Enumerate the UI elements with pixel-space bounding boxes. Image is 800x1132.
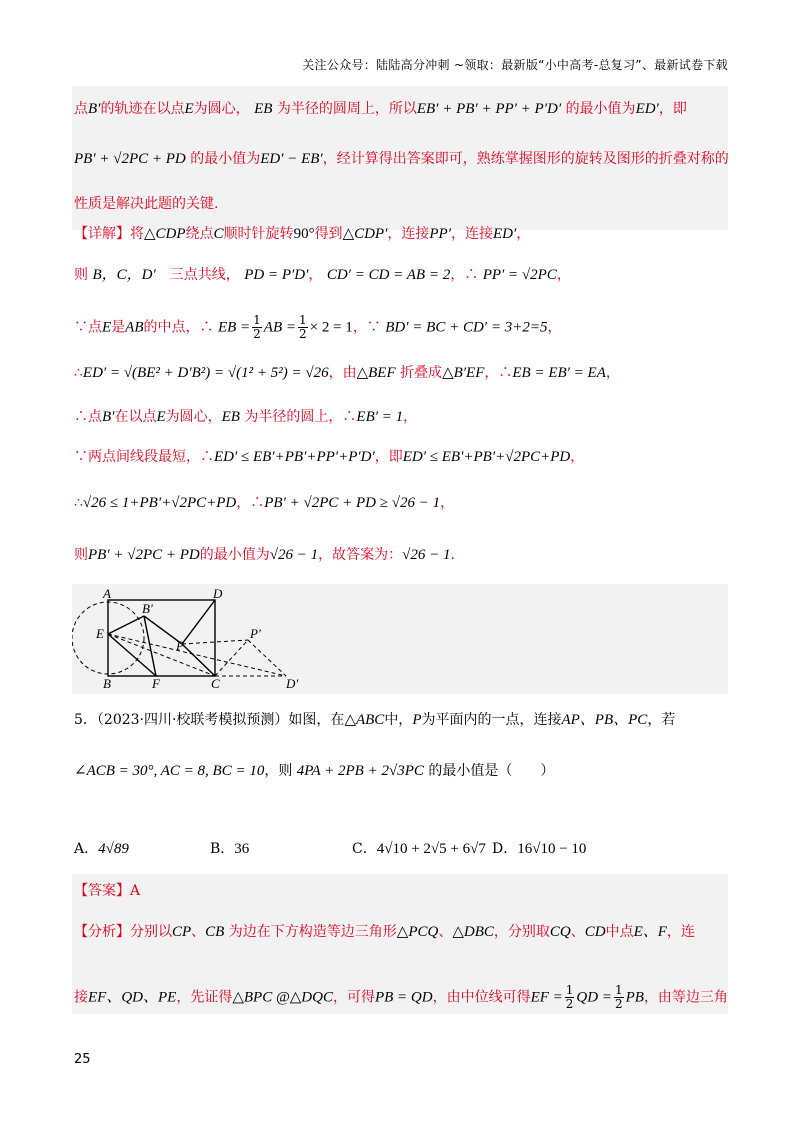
detail-line-2: 则 B，C，D′ 三点共线， PD = P′D′， CD′ = CD = AB = 2，∴ PP′ = √2PC， <box>74 267 571 283</box>
segment-cp-prime <box>215 640 248 676</box>
answer-line: 【答案】A <box>74 883 141 899</box>
detail-line-6: ∵两点间线段最短，∴ED′ ≤ EB′+PB′+PP′+P′D′，即ED′ ≤ EB′+PB′+√2PC+PD， <box>74 449 585 465</box>
analysis-line-3: 性质是解决此题的关键. <box>74 196 219 212</box>
label-f: F <box>152 676 160 691</box>
label-d-prime: D′ <box>286 676 299 691</box>
option-d[interactable]: D．16√10 − 10 <box>492 841 587 857</box>
detail-line-4: ∴ED′ = √(BE² + D′B²) = √(1² + 5²) = √26，由△BEF 折叠成△B′EF，∴EB = EB′ = EA， <box>74 365 620 381</box>
label-b: B <box>103 676 111 691</box>
page-number: 25 <box>74 1052 91 1067</box>
label-c: C <box>211 676 220 691</box>
option-a[interactable]: A．4√89 <box>74 841 129 857</box>
analysis-line-2: PB′ + √2PC + PD 的最小值为ED′ − EB′，经计算得出答案即可，熟练掌握图形的旋转及图形的折叠对称的 <box>74 151 729 167</box>
label-e: E <box>96 626 104 641</box>
analysis2-line-1: 【分析】分别以CP、CB 为边在下方构造等边三角形△PCQ、△DBC，分别取CQ、CD中点E、F，连 <box>74 924 695 940</box>
detail-line-3: ∵点E是AB的中点，∴ EB = $\frac{1}{2}$ AB = $\frac{1}{2}$ × 2 = 1，∵ BD′ = BC + CD′ = 3+2=5， <box>74 313 562 341</box>
detail-line-1: 【详解】将△CDP绕点C顺时针旋转90°得到△CDP′，连接PP′，连接ED′， <box>74 226 531 242</box>
label-a: A <box>103 586 111 601</box>
analysis-line-1: 点B′的轨迹在以点E为圆心， EB 为半径的圆周上，所以EB′ + PB′ + PP′ + P′D′ 的最小值为ED′，即 <box>74 101 687 117</box>
detail-line-8: 则PB′ + √2PC + PD的最小值为√26 − 1，故答案为：√26 − 1. <box>74 547 455 563</box>
page-header: 关注公众号：陆陆高分冲刺 ~领取：最新版“小中高考-总复习”、最新试卷下载 <box>302 58 728 72</box>
question5-line-2: ∠ACB = 30°, AC = 8, BC = 10，则 4PA + 2PB + 2√3PC 的最小值是（ ） <box>74 763 555 779</box>
label-p-prime: P′ <box>250 626 261 641</box>
option-c[interactable]: C．4√10 + 2√5 + 6√7 <box>352 841 486 857</box>
label-d: D <box>213 586 223 601</box>
segment-p-prime-d-prime <box>248 640 286 676</box>
label-b-prime: B′ <box>142 601 153 616</box>
segment-pc <box>182 644 215 676</box>
segment-pd <box>182 600 215 644</box>
option-b[interactable]: B．36 <box>210 841 250 857</box>
detail-line-5: ∴点B′在以点E为圆心，EB 为半径的圆上，∴EB′ = 1， <box>74 409 418 425</box>
detail-line-7: ∴√26 ≤ 1+PB′+√2PC+PD，∴PB′ + √2PC + PD ≥ √26 − 1， <box>74 495 455 511</box>
geometry-figure <box>72 584 728 694</box>
analysis2-line-2: 接EF、QD、PE，先证得△BPC @△DQC，可得PB = QD，由中位线可得EF = $\frac{1}{2}$ QD = $\frac{1}{2}$ PB，由等边三角 <box>74 983 728 1011</box>
geometry-svg <box>72 584 728 694</box>
question5-line-1: 5．（2023·四川·校联考模拟预测）如图，在△ABC中，P为平面内的一点，连接AP、PB、PC，若 <box>74 712 676 728</box>
label-p: P <box>176 638 184 653</box>
